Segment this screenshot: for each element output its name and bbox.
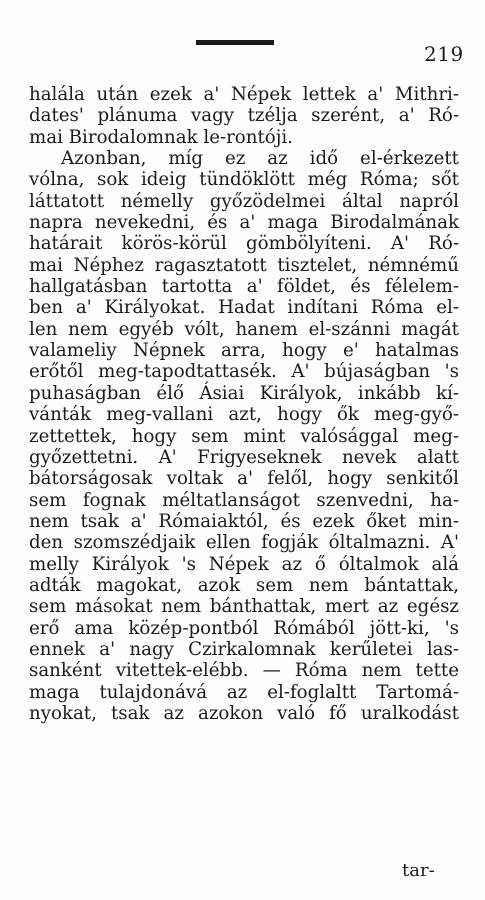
text-line: napra nevekedni, és a' maga Birodalmának (29, 212, 459, 234)
text-line: den szomszédjaik ellen fogják óltalmazni. A' (29, 532, 459, 554)
text-line: len nem egyéb vólt, hanem el-szánni magát (29, 318, 459, 340)
text-line: határait körös-körül gömbölyíteni. A' Ró- (29, 233, 459, 255)
text-line: győzettetni. A' Frigyeseknek nevek alatt (29, 446, 459, 468)
text-line: melly Királyok 's Népek az ő óltalmok alá (29, 553, 459, 575)
text-line: puhaságban élő Ásiai Királyok, inkább kí- (29, 382, 459, 404)
page-number: 219 (424, 42, 464, 66)
header-rule (196, 40, 274, 45)
text-line: nyokat, tsak az azokon való fő uralkodást (29, 702, 459, 724)
text-line: vánták meg-vallani azt, hogy ők meg-győ- (29, 404, 459, 426)
text-line: vólna, sok ideig tündöklött még Róma; sőt (29, 169, 459, 191)
text-line: sem fognak méltatlanságot szenvedni, ha- (29, 489, 459, 511)
text-line: sanként vitettek-elébb. — Róma nem tette (29, 660, 459, 682)
text-line: zettettek, hogy sem mint valósággal meg- (29, 425, 459, 447)
text-line: Azonban, míg ez az idő el-érkezett (61, 148, 459, 170)
text-line: valameliy Népnek arra, hogy e' hatalmas (29, 340, 459, 362)
text-line: dates' plánuma vagy tzélja szerént, a' Ró- (29, 105, 459, 127)
text-line: erőtől meg-tapodtattasék. A' bújaságban 's (29, 361, 459, 383)
text-line: nem tsak a' Rómaiaktól, és ezek őket min- (29, 510, 459, 532)
text-line: halála után ezek a' Népek lettek a' Mithri- (29, 84, 459, 105)
text-line: maga tulajdonává az el-foglaltt Tartomá- (29, 681, 459, 703)
text-line: bátorságosak voltak a' felől, hogy senkitől (29, 468, 459, 490)
text-line: erő ama közép-pontból Rómából jött-ki, 's (29, 617, 459, 639)
text-line: láttatott némelly győzödelmei által napról (29, 190, 459, 212)
body-text (29, 84, 459, 724)
catchword: tar- (402, 860, 435, 881)
text-line: mai Néphez ragasztatott tisztelet, némnémű (29, 254, 459, 276)
text-line: hallgatásban tartotta a' földet, és félelem- (29, 276, 459, 298)
text-line: adták magokat, azok sem nem bántattak, (29, 574, 459, 596)
text-line: sem másokat nem bánthattak, mert az egész (29, 596, 459, 618)
text-line: ben a' Királyokat. Hadat indítani Róma el- (29, 297, 459, 319)
text-line: mai Birodalomnak le-rontóji. (29, 126, 293, 148)
text-line: ennek a' nagy Czirkalomnak kerűletei las- (29, 638, 459, 660)
